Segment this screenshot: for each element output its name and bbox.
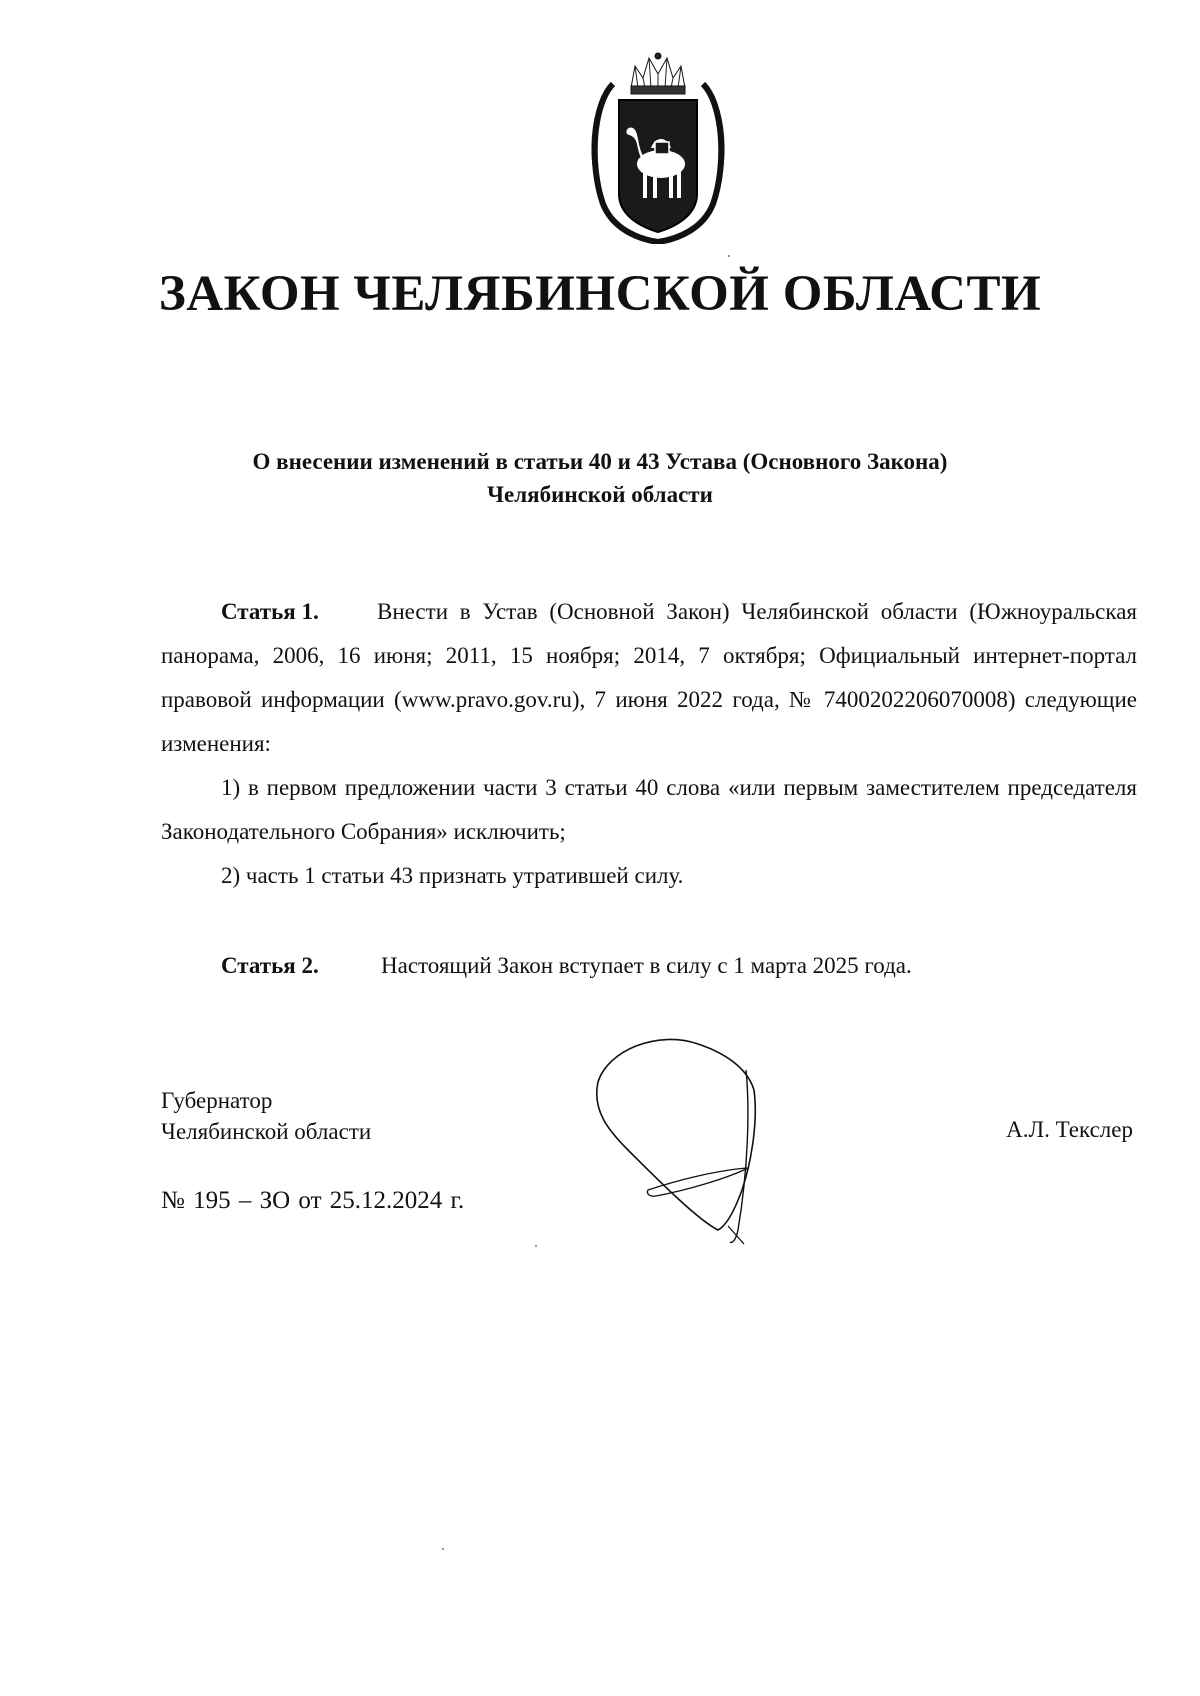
article-2-paragraph: [161, 944, 1137, 988]
law-subject: [0, 445, 1200, 511]
article-2-heading: Статья 2.: [221, 953, 319, 978]
signatory-position: [161, 1085, 371, 1147]
signatory-position-line-1: Губернатор: [161, 1088, 273, 1113]
article-1-intro-paragraph: [161, 590, 1137, 766]
article-1-heading: Статья 1.: [221, 599, 319, 624]
law-subject-line-1: О внесении изменений в статьи 40 и 43 Устава (Основного Закона): [252, 449, 948, 474]
article-2-text: Настоящий Закон вступает в силу с 1 марта 2025 года.: [381, 953, 912, 978]
article-2: [161, 944, 1137, 988]
article-1-item-1: 1) в первом предложении части 3 статьи 40 слова «или первым заместителем председателя Законодательного Собрания» исключить;: [161, 775, 1137, 844]
signatory-position-line-2: Челябинской области: [161, 1119, 372, 1144]
coat-of-arms-icon: [583, 44, 733, 244]
scan-speck: [728, 255, 730, 257]
article-1: [161, 590, 1137, 898]
scan-speck: [442, 1548, 444, 1550]
law-subject-line-2: Челябинской области: [487, 482, 713, 507]
law-registration-number: № 195 – ЗО от 25.12.2024 г.: [161, 1187, 465, 1214]
handwritten-signature-icon: [578, 1030, 778, 1250]
law-title: ЗАКОН ЧЕЛЯБИНСКОЙ ОБЛАСТИ: [158, 266, 1042, 322]
article-1-item-2: 2) часть 1 статьи 43 признать утратившей силу.: [221, 863, 684, 888]
article-1-intro-text: Внести в Устав (Основной Закон) Челябинской области (Южноуральская панорама, 2006, 16 июня; 2011, 15 ноября; 2014, 7 октября; Официальный интернет-портал правовой информации (www.pravo.gov.ru), 7 июня 2022 года, № 7400202206070008) следующие изменения:: [161, 599, 1137, 756]
scan-speck: [535, 1245, 537, 1247]
signer-name: А.Л. Текслер: [1006, 1117, 1133, 1142]
